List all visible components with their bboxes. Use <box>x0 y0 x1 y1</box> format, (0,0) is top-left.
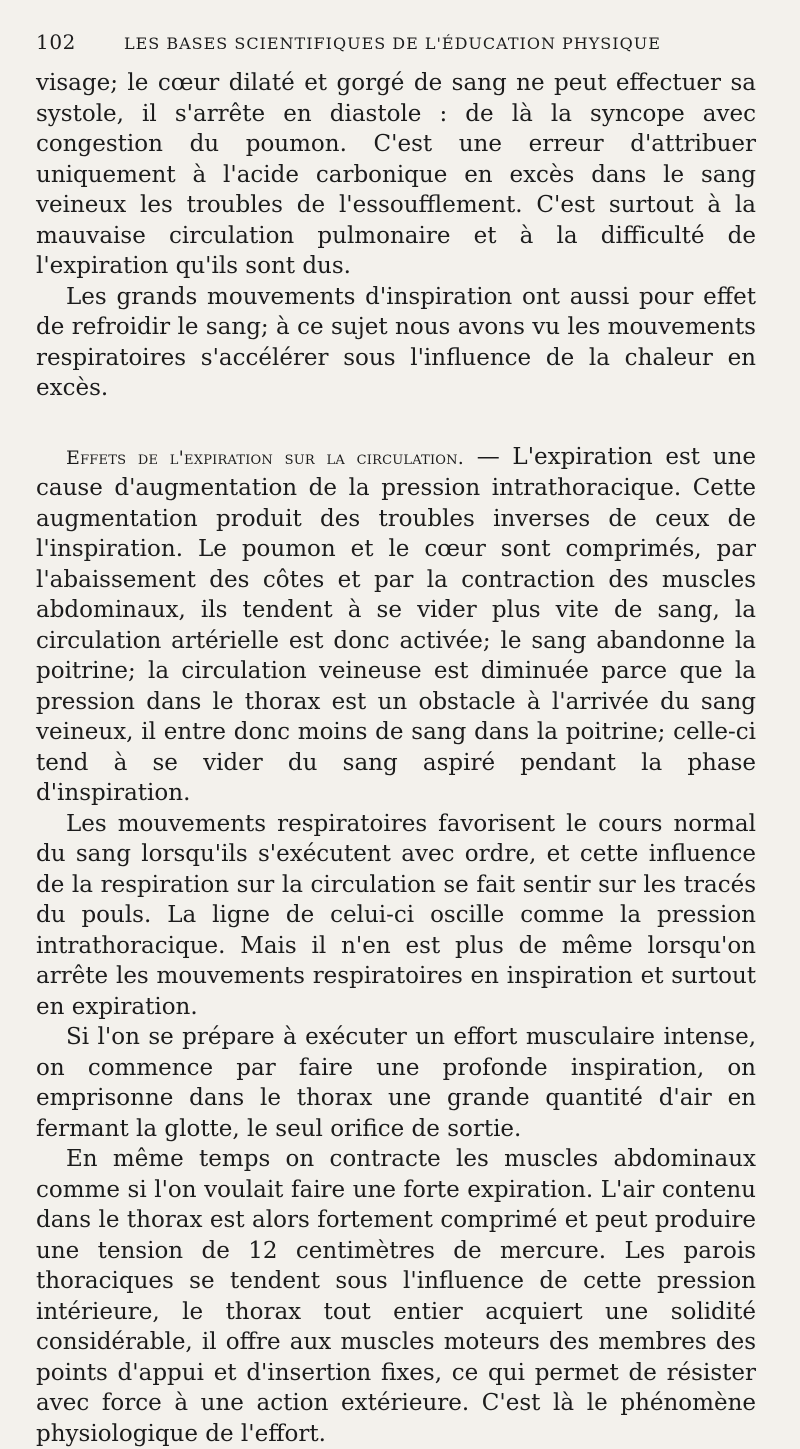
paragraph: Si l'on se prépare à exécuter un effort musculaire intense, on commence par faire une profonde inspiration, on emprisonne dans le thorax une grande quantité d'air en fermant la glotte, le seul orifice de sortie. <box>36 1024 756 1142</box>
section-paragraph-text: — L'expiration est une cause d'augmentation de la pression intrathoracique. Cette augmentation produit des troubles inverses de ceux de l'inspiration. Le poumon et le cœur sont comprimés, par l'abaissement des côtes et par la contraction des muscles abdominaux, ils tendent à se vider plus vite de sang, la circulation artérielle est donc activée; le sang abandonne la poitrine; la circulation veineuse est diminuée parce que la pression dans le thorax est un obstacle à l'arrivée du sang veineux, il entre donc moins de sang dans la poitrine; celle-ci tend à se vider du sang aspiré pendant la phase d'inspiration. <box>36 443 756 806</box>
paragraph: Les mouvements respiratoires favorisent le cours normal du sang lorsqu'ils s'exécutent avec ordre, et cette influence de la respiration sur la circulation se fait sentir sur les tracés du pouls. La ligne de celui-ci oscille comme la pression intrathoracique. Mais il n'en est plus de même lorsqu'on arrête les mouvements respiratoires en inspiration et surtout en expiration. <box>36 810 756 1020</box>
body-text <box>36 68 756 1449</box>
running-title: LES BASES SCIENTIFIQUES DE L'ÉDUCATION PHYSIQUE <box>124 34 661 53</box>
paragraph: Les grands mouvements d'inspiration ont aussi pour effet de refroidir le sang; à ce sujet nous avons vu les mouvements respiratoires s'accélérer sous l'influence de la chaleur en excès. <box>36 283 756 401</box>
paragraph-continued: visage; le cœur dilaté et gorgé de sang ne peut effectuer sa systole, il s'arrête en diastole : de là la syncope avec congestion du poumon. C'est une erreur d'attribuer uniquement à l'acide carbonique en excès dans le sang veineux les troubles de l'essoufflement. C'est surtout à la mauvaise circulation pulmonaire et à la difficulté de l'expiration qu'ils sont dus. <box>36 70 756 279</box>
running-header <box>36 30 756 64</box>
paragraph: En même temps on contracte les muscles abdominaux comme si l'on voulait faire une forte expiration. L'air contenu dans le thorax est alors fortement comprimé et peut produire une tension de 12 centimètres de mercure. Les parois thoraciques se tendent sous l'influence de cette pression intérieure, le thorax tout entier acquiert une solidité considérable, il offre aux muscles moteurs des membres des points d'appui et d'insertion fixes, ce qui permet de résister avec force à une action extérieure. C'est là le phénomène physiologique de l'effort. <box>36 1146 756 1447</box>
page-number: 102 <box>36 30 76 54</box>
section-heading: Effets de l'expiration sur la circulation. <box>66 446 464 469</box>
section-paragraph <box>36 442 756 809</box>
section-spacer <box>36 404 756 442</box>
